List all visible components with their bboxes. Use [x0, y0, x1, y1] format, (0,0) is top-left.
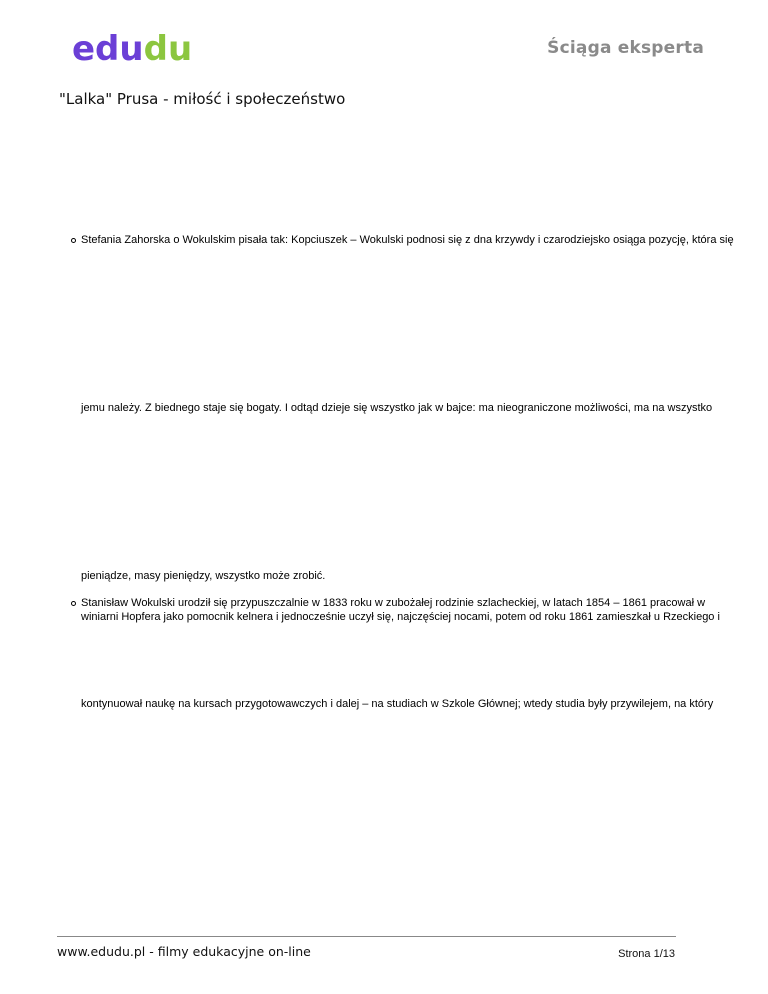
bullet-marker	[71, 601, 76, 606]
paragraph-line: pieniądze, masy pieniędzy, wszystko może zrobić.	[81, 570, 326, 582]
edudu-logo-mark	[72, 30, 192, 70]
paragraph-line: winiarni Hopfera jako pomocnik kelnera i jednocześnie uczył się, najczęściej nocami, potem od roku 1861 zamieszkał u Rzeckiego i	[81, 611, 720, 623]
paragraph-line: kontynuował naukę na kursach przygotowawczych i dalej – na studiach w Szkole Głównej; wtedy studia były przywilejem, na który	[81, 698, 714, 710]
page-number: Strona 1/13	[618, 948, 675, 960]
footer-divider	[57, 936, 676, 937]
paragraph-line: Stefania Zahorska o Wokulskim pisała tak: Kopciuszek – Wokulski podnosi się z dna krzywdy i czarodziejsko osiąga pozycję, która się	[81, 234, 734, 246]
bullet-marker	[71, 238, 76, 243]
paragraph-line: jemu należy. Z biednego staje się bogaty. I odtąd dzieje się wszystko jak w bajce: ma nieograniczone możliwości, ma na wszystko	[81, 402, 713, 414]
footer-site-link[interactable]: www.edudu.pl - filmy edukacyjne on-line	[57, 944, 311, 959]
page-title: "Lalka" Prusa - miłość i społeczeństwo	[59, 90, 346, 108]
paragraph-line: Stanisław Wokulski urodził się przypuszczalnie w 1833 roku w zubożałej rodzinie szlacheckiej, w latach 1854 – 1861 pracował w	[81, 597, 706, 609]
edudu-logo-wordmark: edudu	[72, 30, 192, 69]
edudu-logo	[72, 30, 192, 70]
tagline: Ściąga eksperta	[547, 38, 704, 58]
